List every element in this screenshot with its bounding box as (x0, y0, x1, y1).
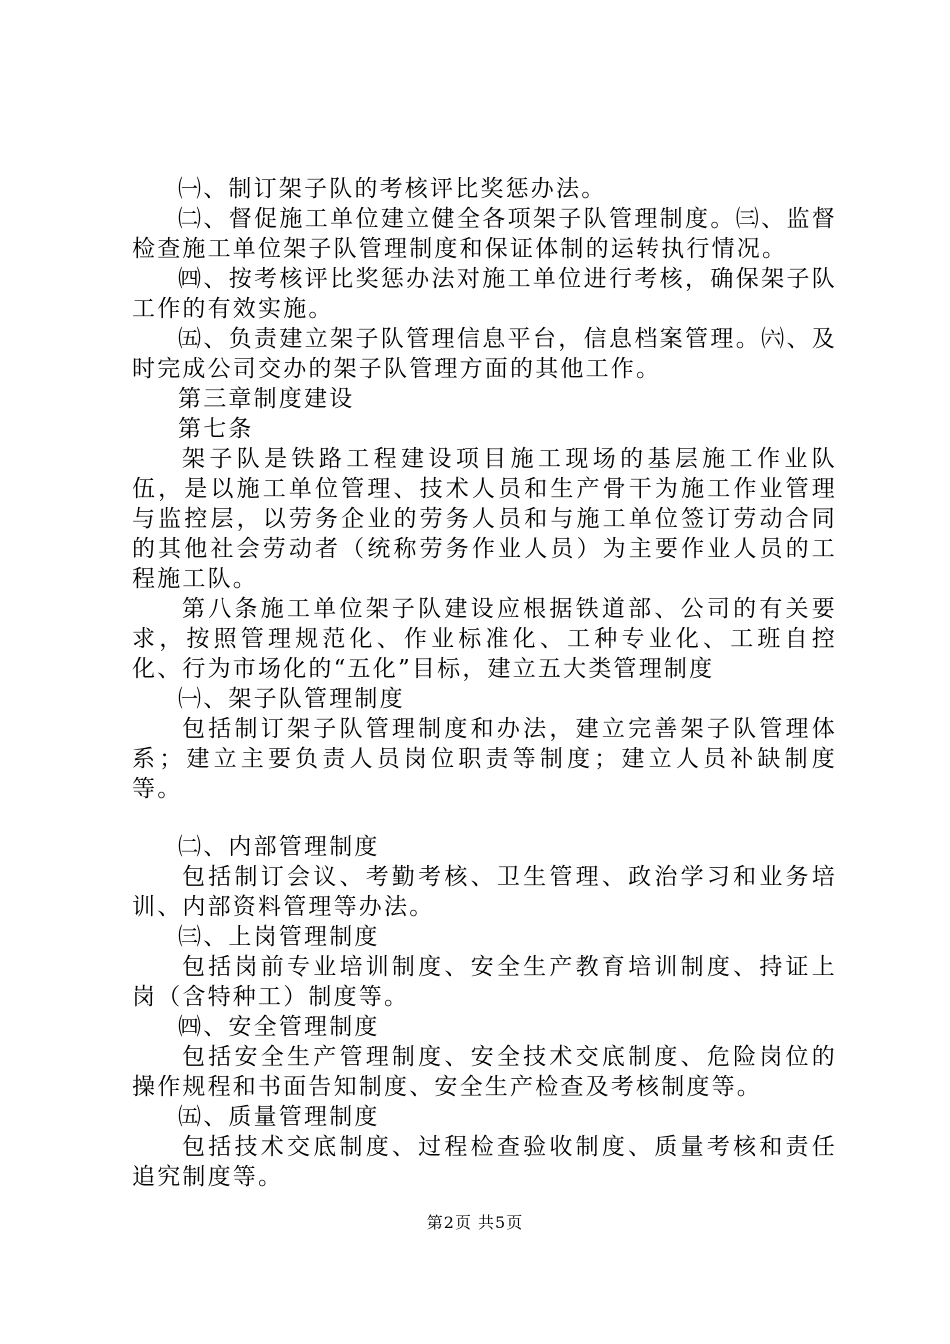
paragraph: 第三章制度建设 (178, 386, 355, 412)
paragraph: ㈡、督促施工单位建立健全各项架子队管理制度。㈢、监督检查施工单位架子队管理制度和保证体制的运转执行情况。 (132, 206, 837, 262)
paragraph-spacer (132, 804, 837, 832)
paragraph: 包括安全生产管理制度、安全技术交底制度、危险岗位的操作规程和书面告知制度、安全生产检查及考核制度等。 (132, 1044, 837, 1100)
paragraph: 包括制订架子队管理制度和办法，建立完善架子队管理体系；建立主要负责人员岗位职责等制度；建立人员补缺制度等。 (132, 716, 837, 802)
paragraph: ㈣、安全管理制度 (178, 1014, 380, 1040)
paragraph: 第八条施工单位架子队建设应根据铁道部、公司的有关要求，按照管理规范化、作业标准化、工种专业化、工班自控化、行为市场化的“五化”目标，建立五大类管理制度 (132, 596, 837, 682)
paragraph: ㈠、制订架子队的考核评比奖惩办法。 (178, 176, 607, 202)
paragraph: ㈡、内部管理制度 (178, 834, 380, 860)
paragraph: 包括制订会议、考勤考核、卫生管理、政治学习和业务培训、内部资料管理等办法。 (132, 864, 837, 920)
document-body (132, 174, 837, 1192)
paragraph: 第七条 (178, 416, 254, 442)
paragraph: ㈤、质量管理制度 (178, 1104, 380, 1130)
paragraph: ㈤、负责建立架子队管理信息平台，信息档案管理。㈥、及时完成公司交办的架子队管理方面的其他工作。 (132, 326, 837, 382)
paragraph: 包括岗前专业培训制度、安全生产教育培训制度、持证上岗（含特种工）制度等。 (132, 954, 837, 1010)
page-footer: 第2页 共5页 (426, 1213, 524, 1232)
paragraph: 包括技术交底制度、过程检查验收制度、质量考核和责任追究制度等。 (132, 1134, 837, 1190)
paragraph: ㈣、按考核评比奖惩办法对施工单位进行考核，确保架子队工作的有效实施。 (132, 266, 837, 322)
paragraph: ㈢、上岗管理制度 (178, 924, 380, 950)
paragraph: ㈠、架子队管理制度 (178, 686, 405, 712)
paragraph: 架子队是铁路工程建设项目施工现场的基层施工作业队伍，是以施工单位管理、技术人员和生产骨干为施工作业管理与监控层，以劳务企业的劳务人员和与施工单位签订劳动合同的其他社会劳动者（统称劳务作业人员）为主要作业人员的工程施工队。 (132, 446, 837, 592)
